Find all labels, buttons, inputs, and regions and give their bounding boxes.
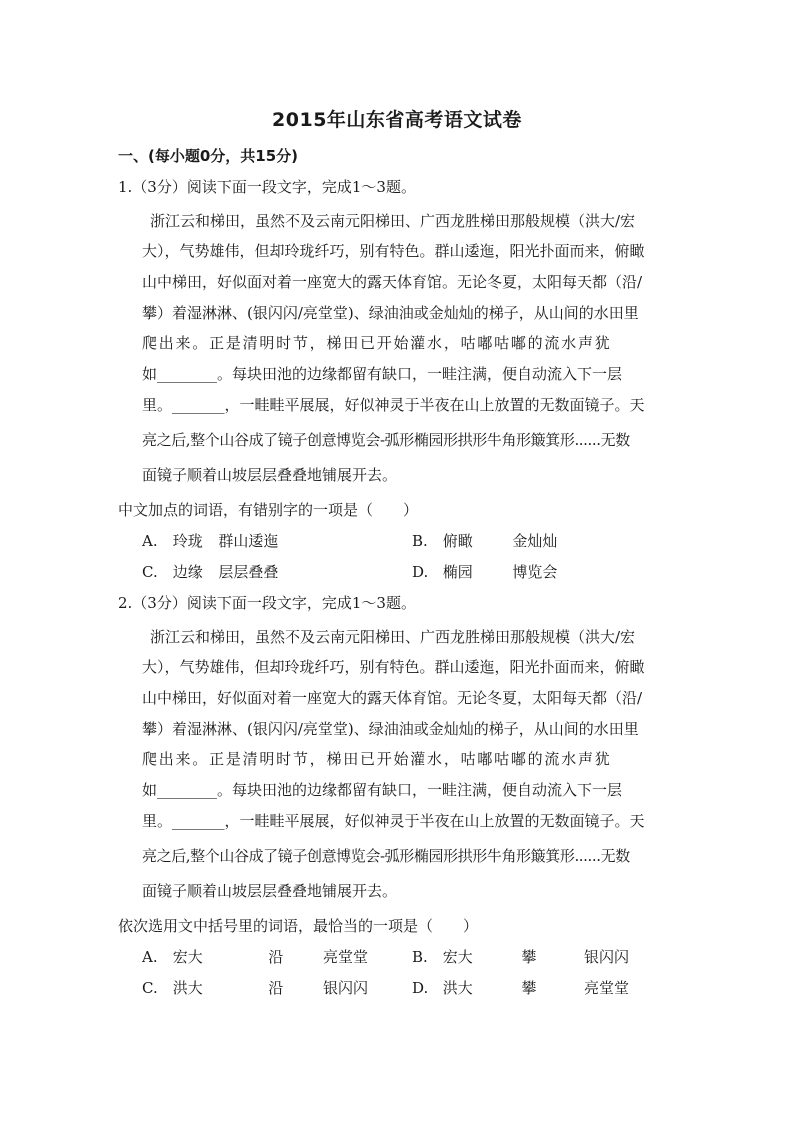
q1-passage-line-7: 里。_______，一畦畦平展展，好似神灵于半夜在山上放置的无数面镜子。天 [142,396,645,414]
q2-passage-line-1: 浙江云和梯田，虽然不及云南元阳梯田、广西龙胜梯田那般规模（洪大/宏 [150,628,636,646]
q1-passage-line-5: 爬 出 来 。 正 是 清 明 时 节 ， 梯 田 已 开 始 灌 水 ， 咕 嘟 咕 嘟 的 流 水 声 犹 [142,334,609,352]
question-2-instruction: 依次选用文中括号里的词语，最恰当的一项是（ ） [118,917,479,935]
option-letter: D. [412,563,429,581]
q1-passage-line-1: 浙江云和梯田，虽然不及云南元阳梯田、广西龙胜梯田那般规模（洪大/宏 [150,212,636,230]
option-part: 金灿灿 [512,532,558,550]
option-letter: C. [142,563,158,581]
exam-title: 2015年山东省高考语文试卷 [272,109,522,131]
option-part: 玲珑 [172,532,203,550]
q1-option-c[interactable] [142,561,278,582]
q1-option-b[interactable] [412,530,557,551]
q2-option-c[interactable] [142,977,368,998]
option-part: 边缘 [172,563,203,581]
option-part: 洪大 [442,979,473,997]
q2-passage-line-8: 亮之后,整个山谷成了镜子创意博览会-弧形椭园形拱形牛角形簸箕形......无数 [142,847,630,865]
section-heading: 一、(每小题0分，共15分) [118,147,299,165]
option-part: 银闪闪 [583,948,629,966]
q2-passage-line-2: 大），气势雄伟，但却玲珑纤巧，别有特色。群山逶迤，阳光扑面而来，俯瞰 [142,658,645,676]
option-part: 沿 [268,948,284,966]
q2-option-a[interactable] [142,946,368,967]
option-part: 银闪闪 [322,979,368,997]
question-1-stem: 1.（3分）阅读下面一段文字，完成1～3题。 [118,178,416,196]
q1-passage-line-3: 山中梯田，好似面对着一座宽大的露天体育馆。无论冬夏，太阳每天都（沿/ [142,273,643,291]
q2-option-d[interactable] [412,977,629,998]
option-part: 椭园 [442,563,473,581]
question-1-instruction: 中文加点的词语，有错别字的一项是（ ） [118,501,419,519]
question-2-stem: 2.（3分）阅读下面一段文字，完成1～3题。 [118,594,416,612]
option-letter: B. [412,532,428,550]
q2-option-b[interactable] [412,946,629,967]
option-letter: A. [142,532,158,550]
option-part: 俯瞰 [442,532,473,550]
q1-passage-line-9: 面镜子顺着山坡层层叠叠地铺展开去。 [142,466,398,484]
option-part: 宏大 [172,948,203,966]
option-letter: B. [412,948,428,966]
option-part: 宏大 [442,948,473,966]
q1-passage-line-6: 如________。每块田池的边缘都留有缺口，一畦注满，便自动流入下一层 [142,365,623,383]
option-part: 亮堂堂 [583,979,629,997]
q1-option-d[interactable] [412,561,557,582]
option-letter: A. [142,948,158,966]
q2-passage-line-6: 如________。每块田池的边缘都留有缺口，一畦注满，便自动流入下一层 [142,781,623,799]
option-part: 沿 [268,979,284,997]
option-part: 博览会 [512,563,558,581]
q1-passage-line-8: 亮之后,整个山谷成了镜子创意博览会-弧形椭园形拱形牛角形簸箕形......无数 [142,431,630,449]
option-letter: C. [142,979,158,997]
q2-passage-line-7: 里。_______，一畦畦平展展，好似神灵于半夜在山上放置的无数面镜子。天 [142,812,645,830]
q2-passage-line-9: 面镜子顺着山坡层层叠叠地铺展开去。 [142,882,398,900]
option-part: 攀 [521,979,537,997]
q2-passage-line-5: 爬 出 来 。 正 是 清 明 时 节 ， 梯 田 已 开 始 灌 水 ， 咕 嘟 咕 嘟 的 流 水 声 犹 [142,750,609,768]
q1-passage-line-4: 攀）着湿淋淋、(银闪闪/亮堂堂)、绿油油或金灿灿的梯子，从山间的水田里 [142,304,639,322]
option-part: 层层叠叠 [218,563,279,581]
option-part: 亮堂堂 [322,948,368,966]
option-part: 群山逶迤 [218,532,279,550]
q2-passage-line-4: 攀）着湿淋淋、(银闪闪/亮堂堂)、绿油油或金灿灿的梯子，从山间的水田里 [142,720,639,738]
q2-passage-line-3: 山中梯田，好似面对着一座宽大的露天体育馆。无论冬夏，太阳每天都（沿/ [142,689,643,707]
q1-passage-line-2: 大），气势雄伟，但却玲珑纤巧，别有特色。群山逶迤，阳光扑面而来，俯瞰 [142,242,645,260]
option-part: 攀 [521,948,537,966]
q1-option-a[interactable] [142,530,278,551]
option-letter: D. [412,979,429,997]
option-part: 洪大 [172,979,203,997]
